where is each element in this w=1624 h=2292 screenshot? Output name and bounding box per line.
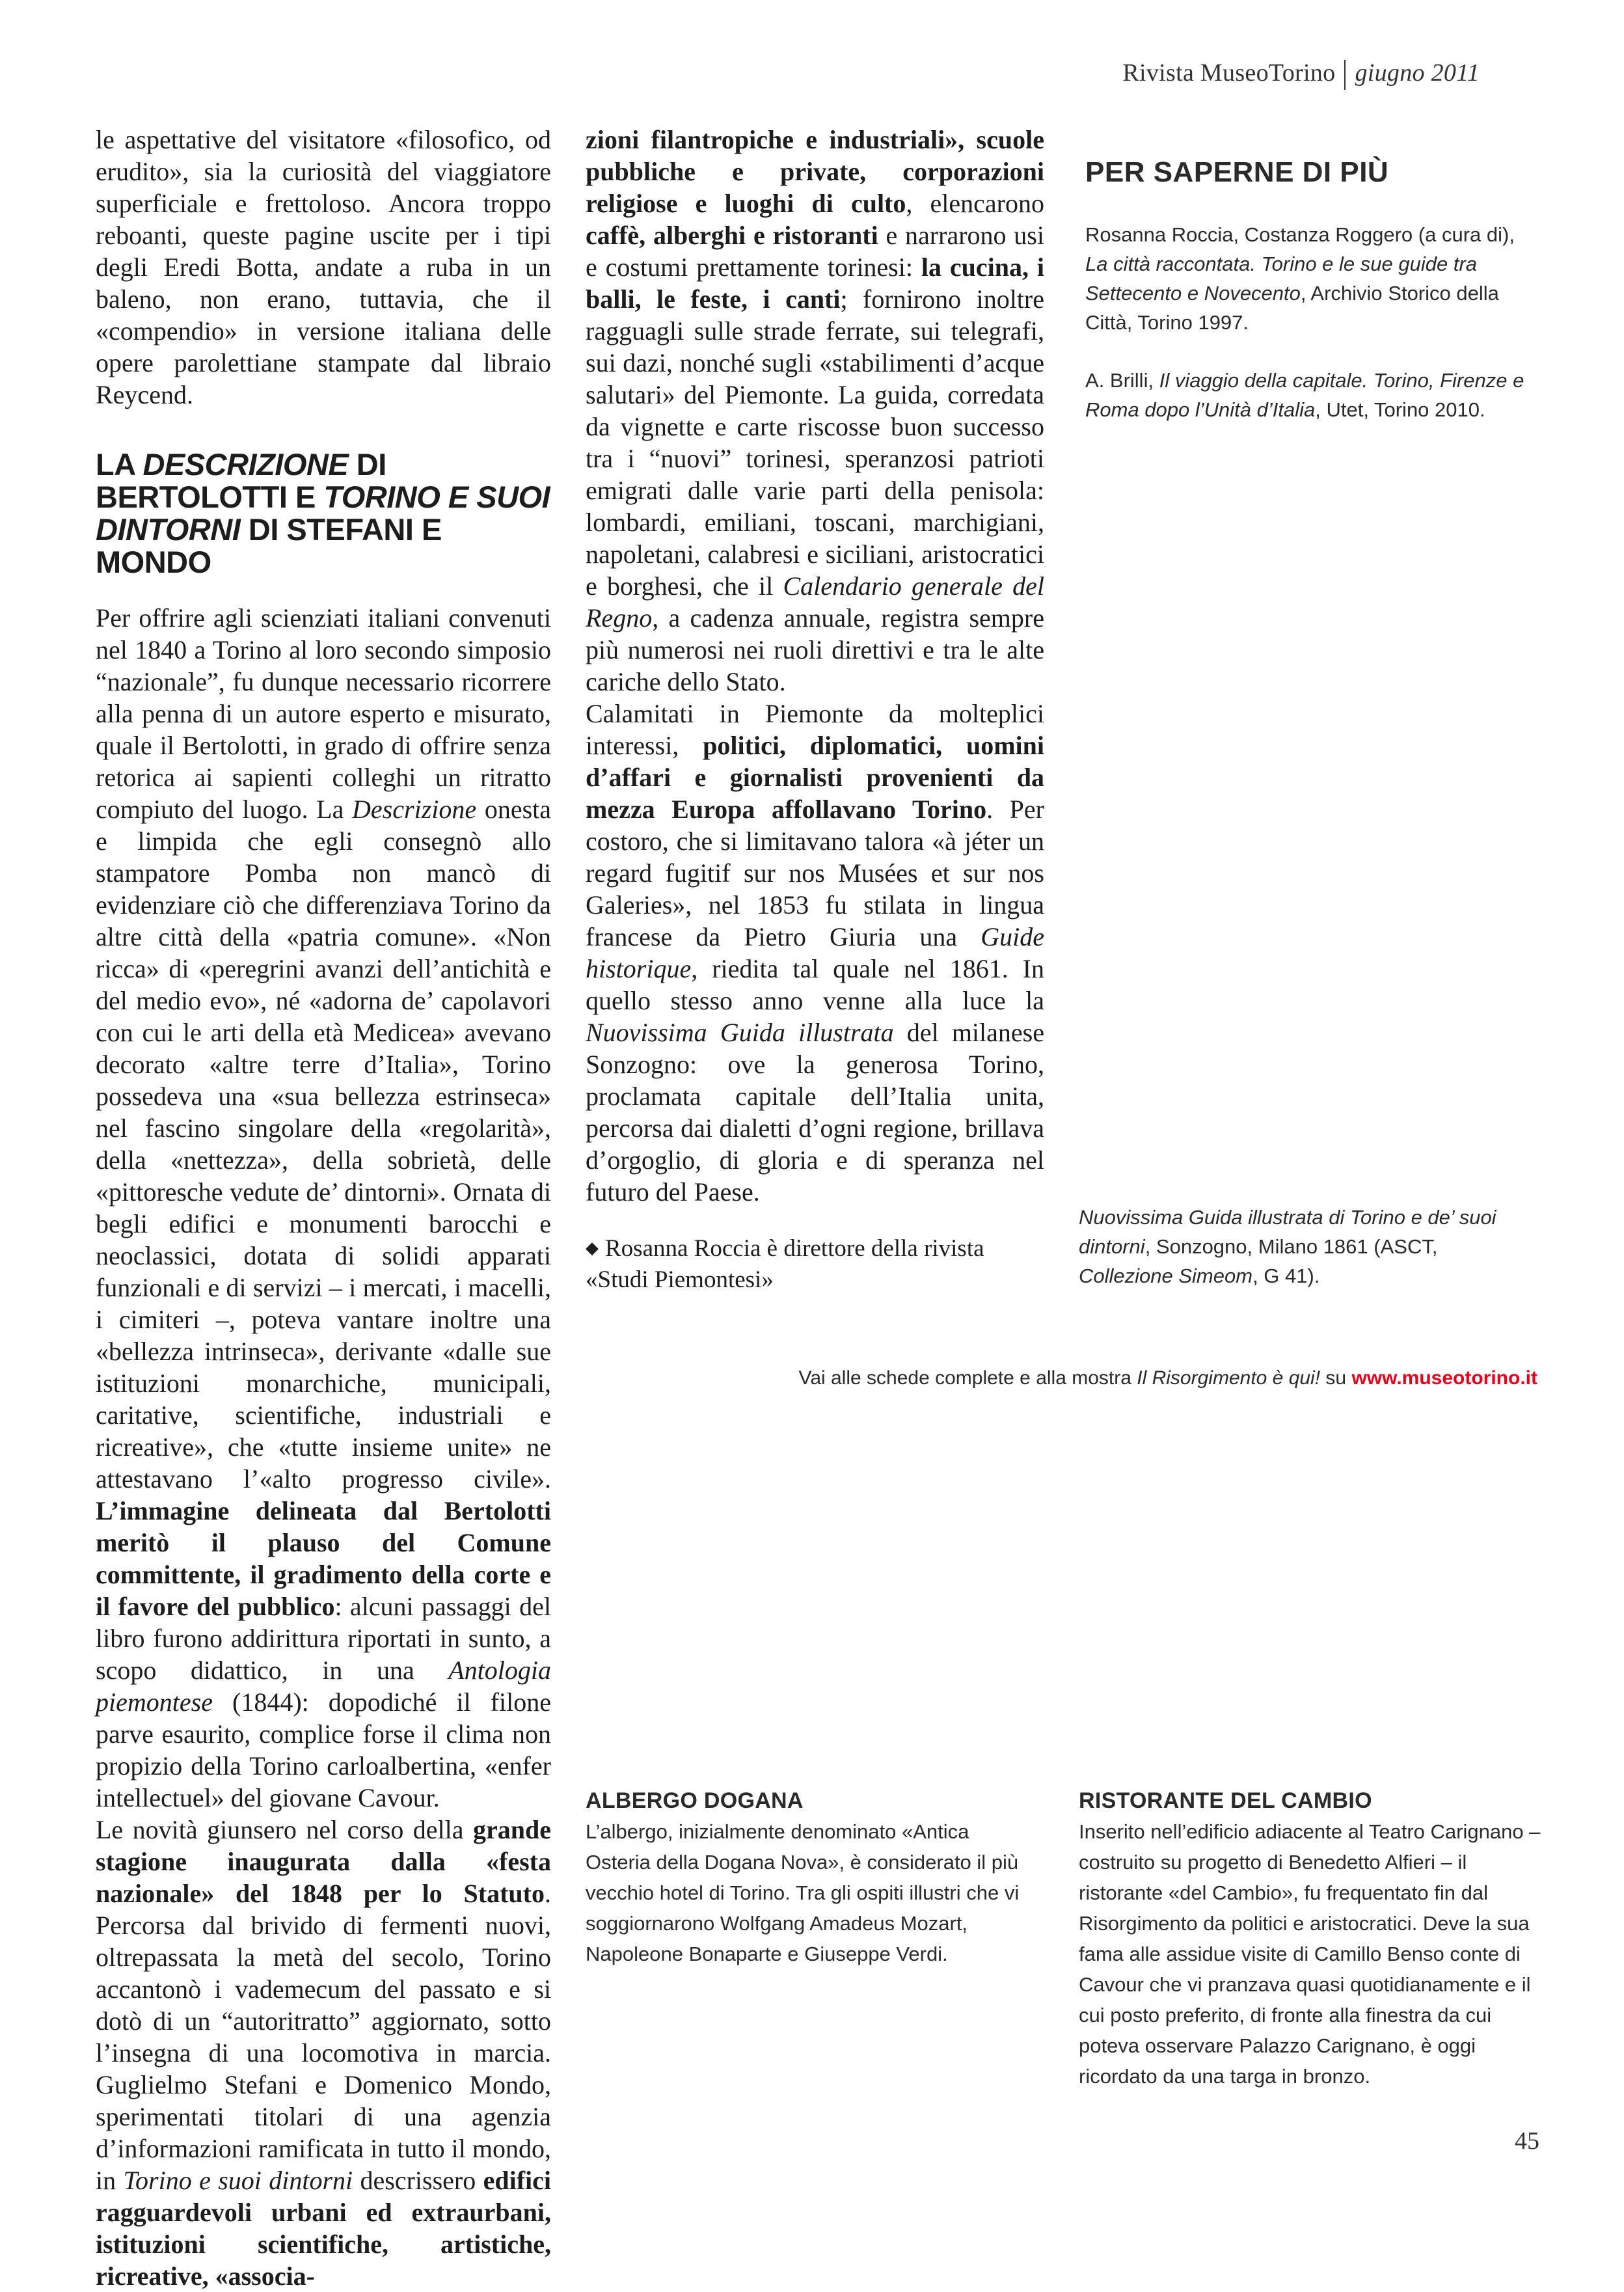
paragraph: le aspettative del visitatore «filosofico, od erudito», sia la curiosità del viaggiatore superficiale e frettoloso. Ancora troppo reboanti, queste pagine uscite per i tipi degli Eredi Botta, andate a ruba in un baleno, non erano, tuttavia, che il «compendio» in versione italiana delle opere parolettiane stampate dal libraio Reycend. bbox=[96, 125, 551, 409]
issue-date: giugno 2011 bbox=[1355, 59, 1480, 87]
paragraph: Calamitati in Piemonte da molteplici interessi, politici, diplomatici, uomini d’affari e giornalisti provenienti da mezza Europa affollavano Torino. Per costoro, che si limitavano talora «à jéter un regard fugitif sur nos Musées et sur nos Galeries», nel 1853 fu stilata in lingua francese da Pietro Giuria una Guide historique, riedita tal quale nel 1861. In quello stesso anno venne alla luce la Nuovissima Guida illustrata del milanese Sonzogno: ove la generosa Torino, proclamata capitale dell’Italia unita, percorsa dai dialetti d’ogni regione, brillava d’orgoglio, di gloria e di speranza nel futuro del Paese. bbox=[586, 699, 1044, 1207]
image-caption: Nuovissima Guida illustrata di Torino e de’ suoi dintorni, Sonzogno, Milano 1861 (ASCT, Collezione Simeom, G 41). bbox=[1079, 1206, 1496, 1287]
diamond-icon: ◆ bbox=[586, 1238, 599, 1257]
magazine-name: Rivista MuseoTorino bbox=[1122, 59, 1336, 87]
box-text: L’albergo, inizialmente denominato «Antica Osteria della Dogana Nova», è considerato il più vecchio hotel di Torino. Tra gli ospiti illustri che vi soggiornarono Wolfgang Amadeus Mozart, Napoleone Bonaparte e Giuseppe Verdi. bbox=[586, 1820, 1020, 1965]
paragraph: Per offrire agli scienziati italiani convenuti nel 1840 a Torino al loro secondo simposio “nazionale”, fu dunque necessario ricorrere alla penna di un autore esperto e misurato, quale il Bertolotti, in grado di offrire senza retorica ai sapienti colleghi un ritratto compiuto del luogo. La Descrizione onesta e limpida che egli consegnò allo stampatore Pomba non mancò di evidenziare ciò che differenziava Torino da altre città della «patria comune». «Non ricca» di «peregrini avanzi dell’antichità e del medio evo», né «adorna de’ capolavori con cui le arti della età Medicea» avevano decorato «altre terre d’Italia», Torino possedeva una «sua bellezza estrinseca» nel fascino singolare della «regolarità», della «nettezza», della sobrietà, delle «pittoresche vedute de’ dintorni». Ornata di begli edifici e monumenti barocchi e neoclassici, dotata di solidi apparati funzionali e di servizi – i mercati, i macelli, i cimiteri –, poteva vantare inoltre una «bellezza intrinseca», derivante «dalle sue istituzioni monarchiche, municipali, caritative, scientifiche, industriali e ricreative», che «tutte insieme unite» ne attestavano l’«alto progresso civile». L’immagine delineata dal Bertolotti meritò il plauso del Comune committente, il gradimento della corte e il favore del pubblico: alcuni passaggi del libro furono addirittura riportati in sunto, a scopo didattico, in una Antologia piemontese (1844): dopodiché il filone parve esaurito, complice forse il clima non propizio della Torino carloalbertina, «enfer intellectuel» del giovane Cavour. bbox=[96, 603, 552, 1812]
paragraph: Le novità giunsero nel corso della grande stagione inaugurata dalla «festa nazionale» del 1848 per lo Statuto. Percorsa dal brivido di fermenti nuovi, oltrepassata la metà del secolo, Torino accantonò i vademecum del passato e si dotò di un “autoritratto” aggiornato, sotto l’insegna di una locomotiva in marcia. Guglielmo Stefani e Domenico Mondo, sperimentati titolari di una agenzia d’informazioni ramificata in tutto il mondo, in Torino e suoi dintorni descrissero edifici ragguardevoli urbani ed extraurbani, istituzioni scientifiche, artistiche, ricreative, «associa- bbox=[96, 1815, 552, 2291]
author-note: ◆ Rosanna Roccia è direttore della rivista «Studi Piemontesi» bbox=[586, 1235, 984, 1293]
article-column-1 bbox=[96, 124, 551, 2292]
box-text: Inserito nell’edificio adiacente al Teatro Carignano – costruito su progetto di Benedetto Alfieri – il ristorante «del Cambio», fu frequentato fin dal Risorgimento da politici e aristocratici. Deve la sua fama alle assidue visite di Camillo Benso conte di Cavour che vi pranzava quasi quotidianamente e il cui posto preferito, di fronte alla finestra da cui poteva osservare Palazzo Carignano, è oggi ricordato da una targa in bronzo. bbox=[1079, 1820, 1541, 2088]
article-column-2 bbox=[586, 124, 1044, 1296]
museotorino-link[interactable]: www.museotorino.it bbox=[1351, 1367, 1537, 1389]
references-list bbox=[1085, 220, 1534, 453]
ristorante-cambio-box bbox=[1079, 1788, 1541, 2092]
header-divider bbox=[1344, 60, 1346, 90]
albergo-dogana-box bbox=[586, 1788, 1028, 1969]
reference-item: A. Brilli, Il viaggio della capitale. Torino, Firenze e Roma dopo l’Unità d’Italia, Utet, Torino 2010. bbox=[1085, 369, 1524, 421]
page-header bbox=[1122, 59, 1480, 90]
page-number: 45 bbox=[1515, 2127, 1539, 2155]
paragraph: zioni filantropiche e industriali», scuole pubbliche e private, corporazioni religiose e luoghi di culto, elencarono caffè, alberghi e ristoranti e narrarono usi e costumi prettamente torinesi: la cucina, i balli, le feste, i canti; fornirono inoltre ragguagli sulle strade ferrate, sui telegrafi, sui dazi, nonché sugli «stabilimenti d’acque salutari» del Piemonte. La guida, corredata da vignette e carte riscosse buon successo tra i “nuovi” torinesi, speranzosi patrioti emigrati dalle varie parti della penisola: lombardi, emiliani, toscani, marchigiani, napoletani, calabresi e siciliani, aristocratici e borghesi, che il Calendario generale del Regno, a cadenza annuale, registra sempre più numerosi nei ruoli direttivi e tra le alte cariche dello Stato. bbox=[586, 125, 1045, 696]
sidebar-title: PER SAPERNE DI PIÙ bbox=[1085, 156, 1389, 188]
website-promo: Vai alle schede complete e alla mostra Il Risorgimento è qui! su www.museotorino.it bbox=[798, 1367, 1537, 1389]
reference-item: Rosanna Roccia, Costanza Roggero (a cura di), La città raccontata. Torino e le sue guide tra Settecento e Novecento, Archivio Storico della Città, Torino 1997. bbox=[1085, 223, 1515, 334]
box-title: ALBERGO DOGANA bbox=[586, 1788, 804, 1813]
box-title: RISTORANTE DEL CAMBIO bbox=[1079, 1788, 1372, 1813]
section-heading: LA DESCRIZIONE DI BERTOLOTTI E TORINO E SUOI DINTORNI DI STEFANI E MONDO bbox=[96, 447, 550, 579]
